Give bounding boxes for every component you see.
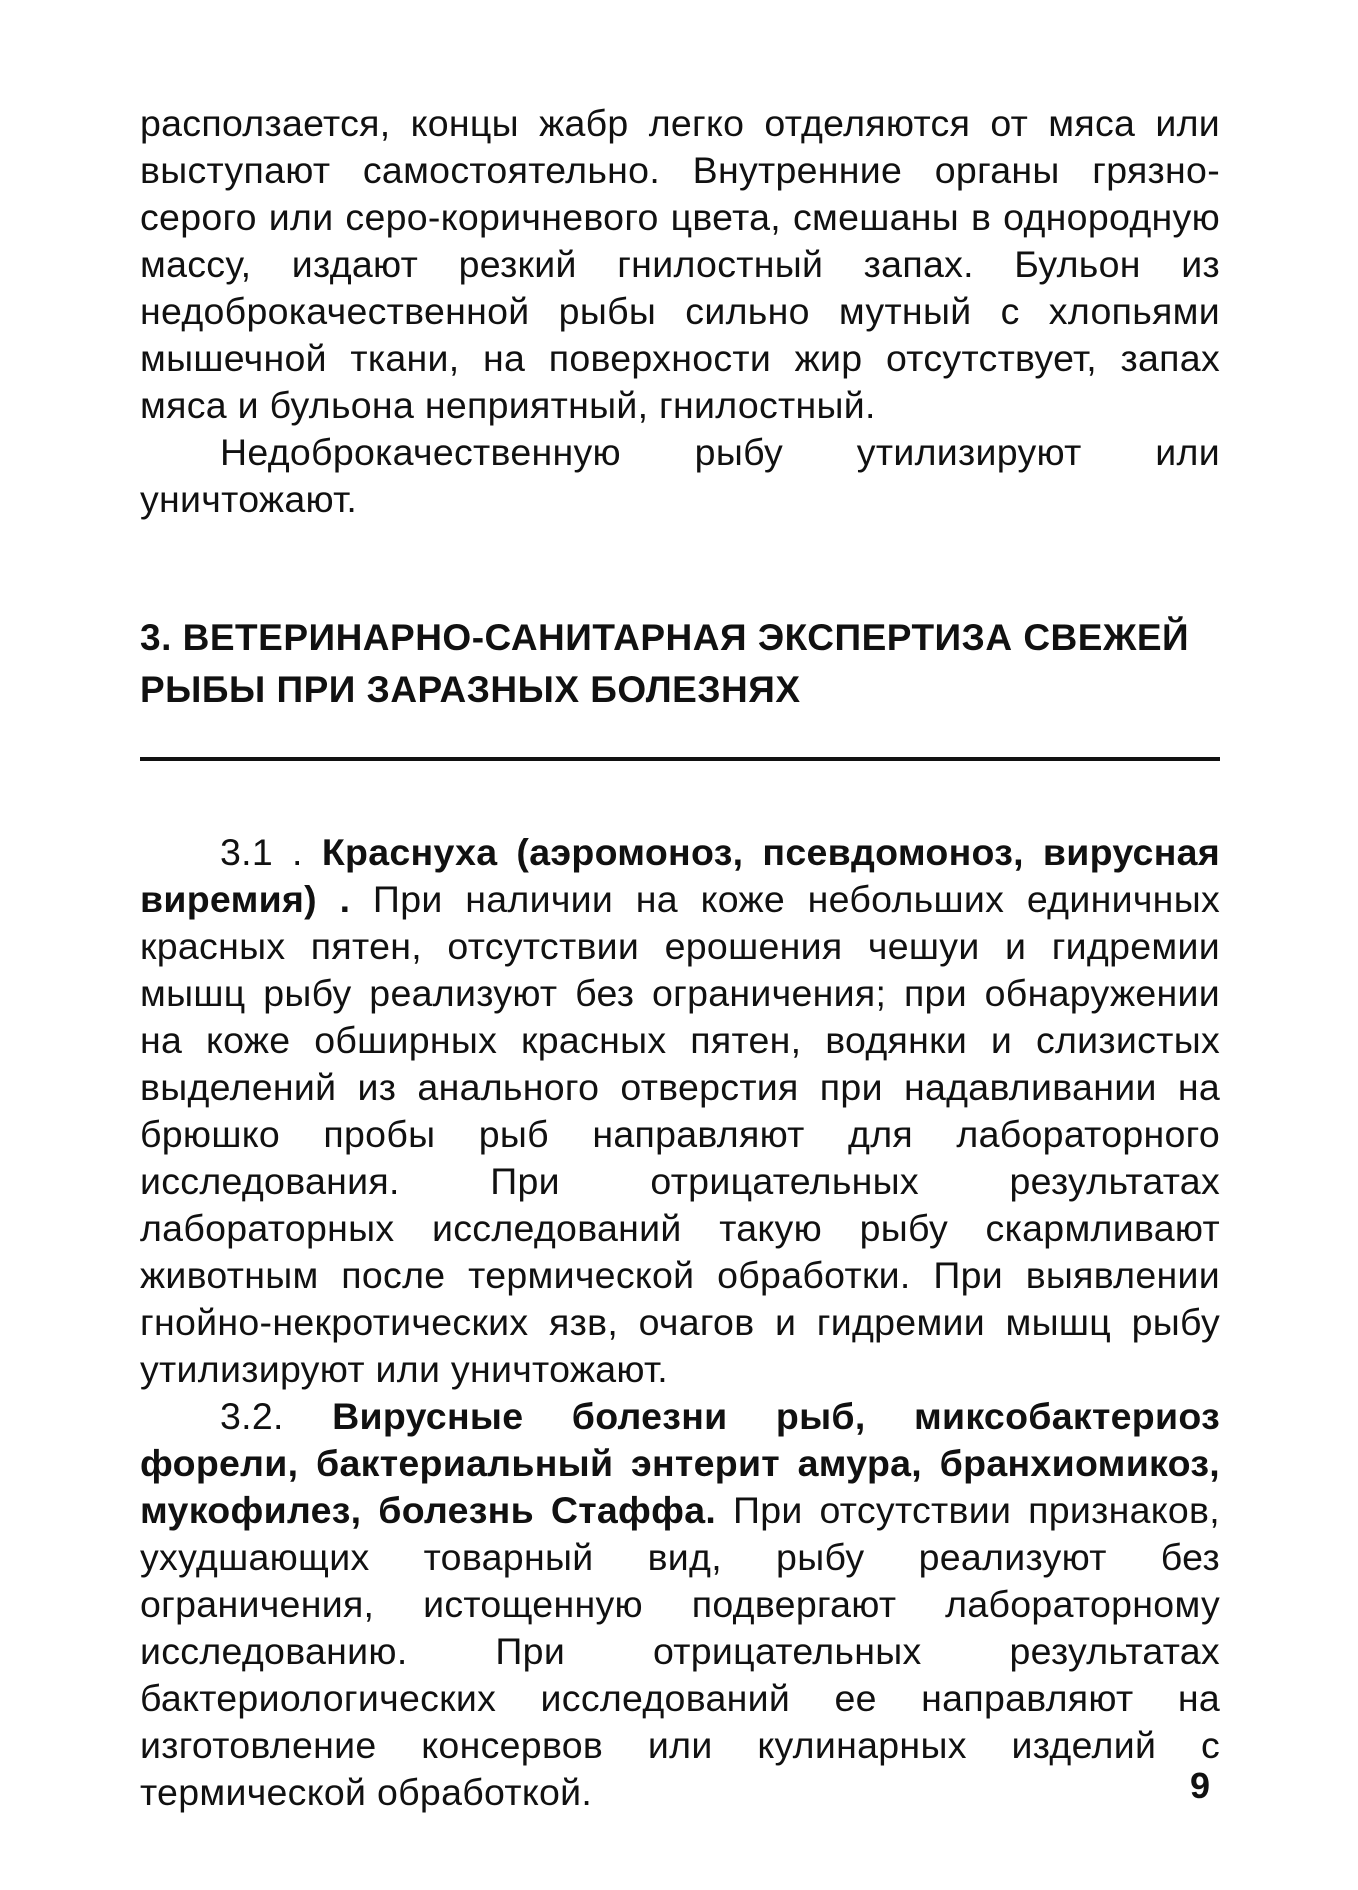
subsection-3-1 <box>140 829 1220 1393</box>
subsection-title: Краснуха (аэромоноз, псевдомоноз, вирусная виремия) . <box>140 831 1220 920</box>
page-number: 9 <box>1190 1765 1211 1806</box>
subsection-title: Вирусные болезни рыб, миксобактериоз форели, бактериальный энтерит амура, бранхиомикоз, мукофилез, болезнь Стаффа. <box>140 1395 1221 1531</box>
subsection-body: При наличии на коже небольших единичных красных пятен, отсутствии ерошения чешуи и гидремии мышц рыбу реализуют без ограничения; при обнаружении на коже обширных красных пятен, водянки и слизистых выделений из анального отверстия при надавливании на брюшко пробы рыб направляют для лабораторного исследования. При отрицательных результатах лабораторных исследований такую рыбу скармливают животным после термической обработки. При выявлении гнойно-некротических язв, очагов и гидремии мышц рыбу утилизируют или уничтожают. <box>140 878 1220 1390</box>
subsection-number: 3.1 . <box>220 831 322 873</box>
subsection-3-2 <box>140 1393 1220 1816</box>
subsection-body: При отсутствии признаков, ухудшающих товарный вид, рыбу реализуют без ограничения, истощенную подвергают лабораторному исследованию. При отрицательных результатах бактериологических исследований ее направляют на изготовление консервов или кулинарных изделий с термической обработкой. <box>140 1489 1220 1813</box>
intro-paragraph-2: Недоброкачественную рыбу утилизируют или уничтожают. <box>140 431 1220 520</box>
intro-paragraph-1: расползается, концы жабр легко отделяются от мяса или выступают самостоятельно. Внутренние органы грязно-серого или серо-коричневого цвета, смешаны в однородную массу, издают резкий гнилостный запах. Бульон из недоброкачественной рыбы сильно мутный с хлопьями мышечной ткани, на поверхности жир отсутствует, запах мяса и бульона неприятный, гнилостный. <box>140 102 1220 426</box>
section-title: 3. ВЕТЕРИНАРНО-САНИТАРНАЯ ЭКСПЕРТИЗА СВЕЖЕЙ РЫБЫ ПРИ ЗАРАЗНЫХ БОЛЕЗНЯХ <box>140 617 1190 710</box>
subsection-number: 3.2. <box>220 1395 333 1437</box>
section-divider <box>140 757 1220 761</box>
intro-block <box>140 100 1220 523</box>
subsections-block <box>140 829 1220 1816</box>
